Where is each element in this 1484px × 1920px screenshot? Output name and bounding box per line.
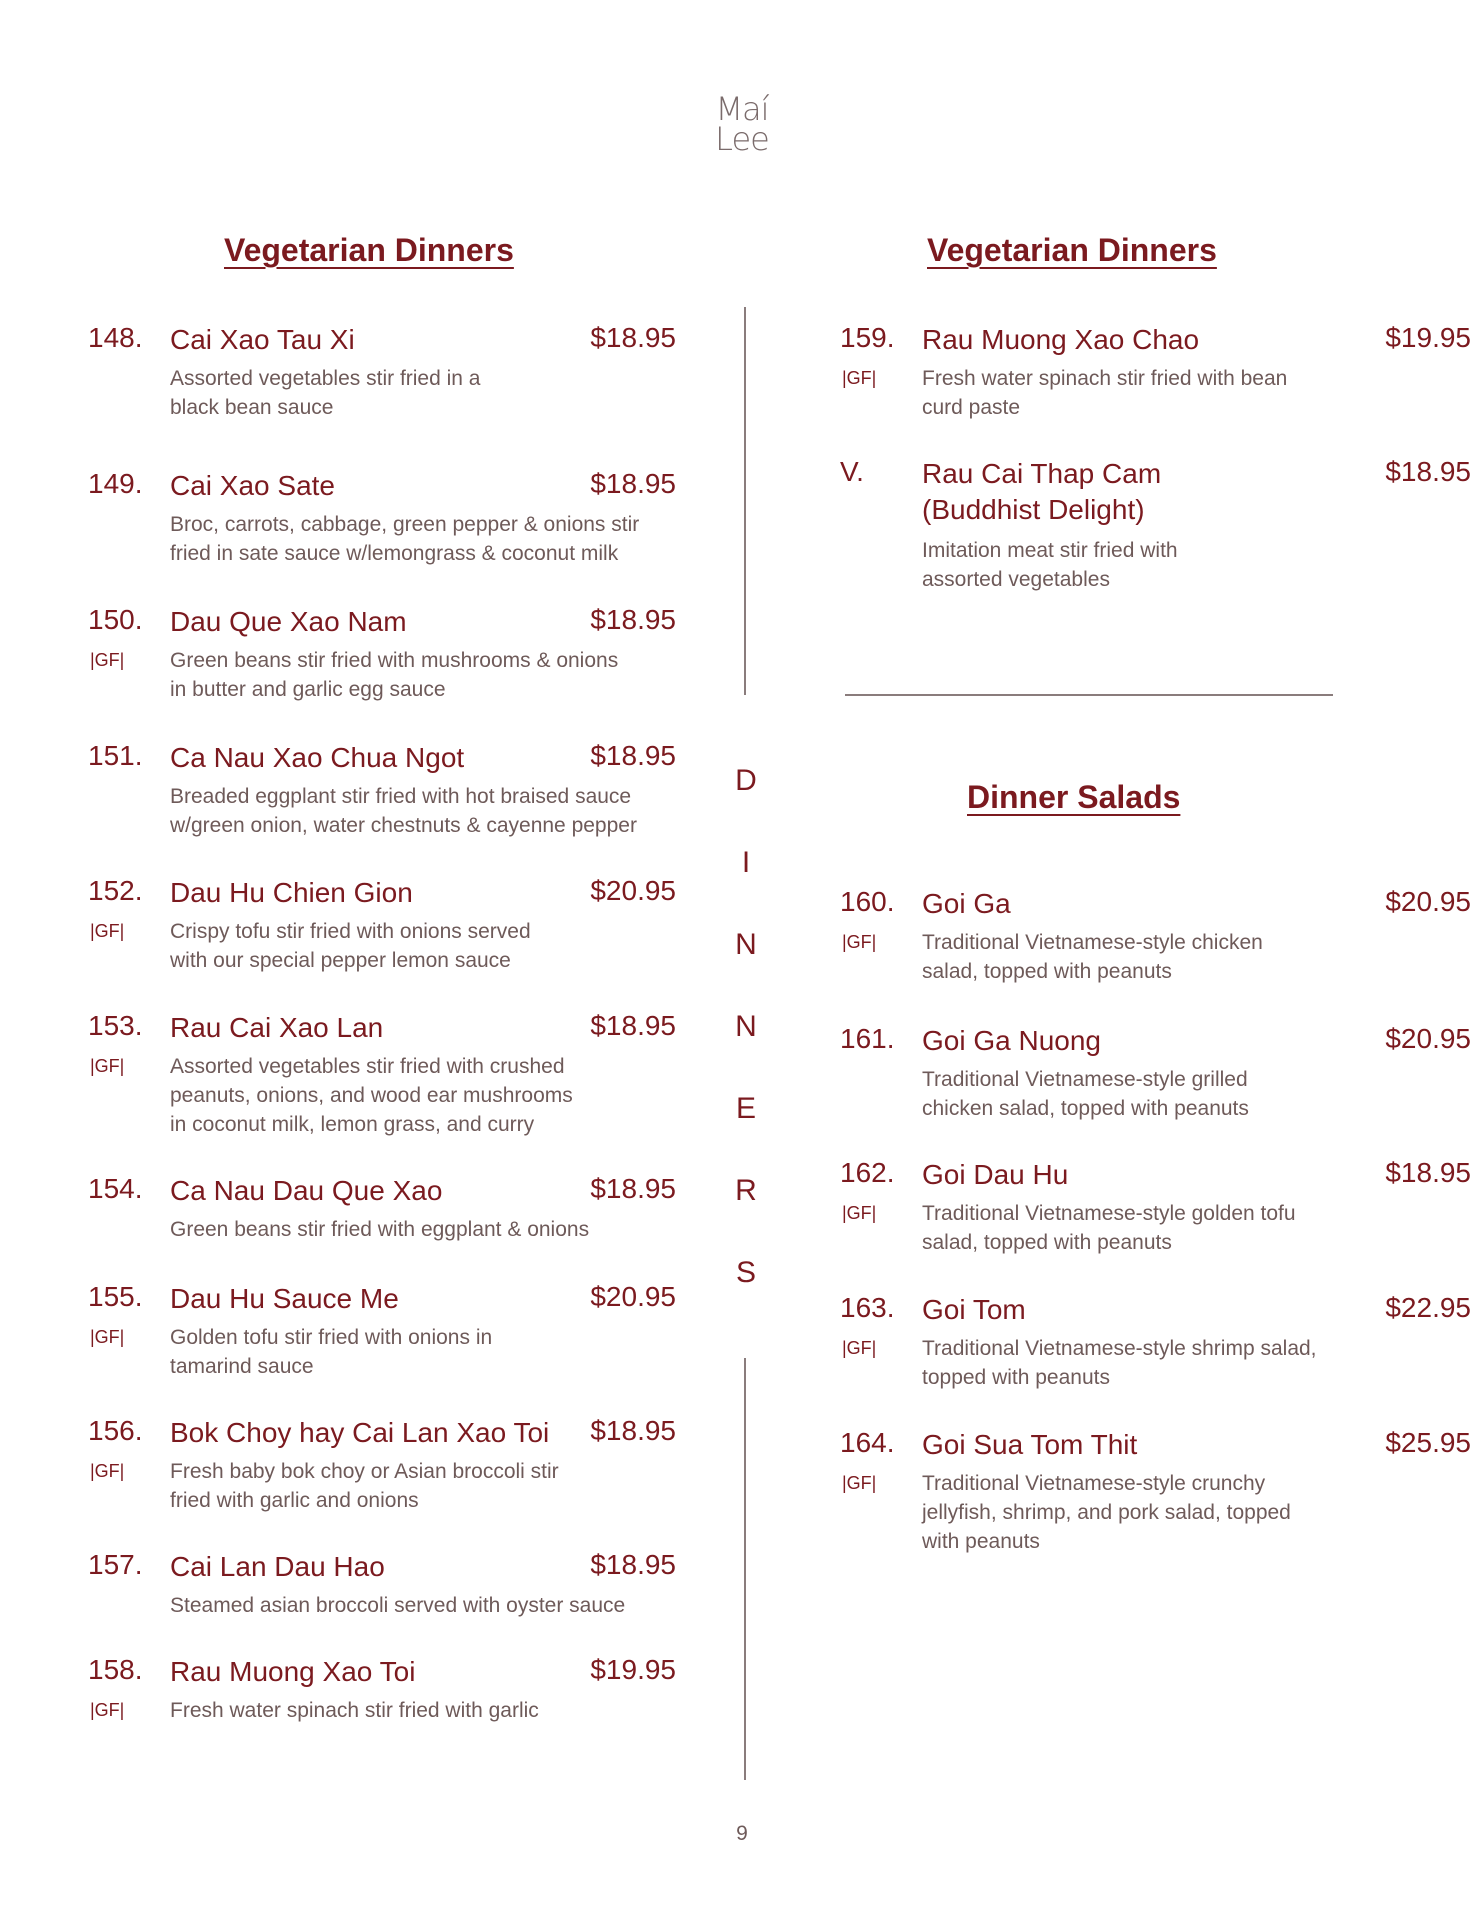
salads-section-heading: Dinner Salads: [967, 779, 1181, 815]
item-description: [170, 1696, 690, 1725]
item-description: [170, 1323, 690, 1381]
right-section-heading: Vegetarian Dinners: [927, 232, 1217, 268]
divider-bottom: [744, 1358, 746, 1780]
description-line: peanuts, onions, and wood ear mushrooms: [170, 1084, 573, 1107]
item-name: Ca Nau Dau Que Xao: [170, 1175, 443, 1206]
item-name: Ca Nau Xao Chua Ngot: [170, 742, 465, 773]
restaurant-logo: Maí Lee: [715, 90, 769, 158]
item-number: 163.: [840, 1292, 895, 1323]
item-description: [922, 364, 1402, 422]
item-number: 155.: [88, 1281, 143, 1312]
item-name: Dau Hu Sauce Me: [170, 1283, 399, 1314]
item-number: 152.: [88, 875, 143, 906]
section-divider: [845, 694, 1333, 696]
page-number: 9: [736, 1822, 748, 1845]
item-description: [922, 1199, 1402, 1257]
item-description: [170, 364, 690, 422]
gluten-free-badge: |GF|: [90, 1327, 125, 1347]
gluten-free-badge: |GF|: [842, 1338, 877, 1358]
item-number: 153.: [88, 1010, 143, 1041]
item-name: Bok Choy hay Cai Lan Xao Toi: [170, 1417, 550, 1448]
gluten-free-badge: |GF|: [90, 1461, 125, 1481]
description-line: jellyfish, shrimp, and pork salad, topped: [922, 1501, 1291, 1524]
item-number: 151.: [88, 740, 143, 771]
item-name: Cai Xao Tau Xi: [170, 324, 355, 355]
item-price: $18.95: [590, 468, 676, 499]
item-name: Dau Hu Chien Gion: [170, 877, 413, 908]
description-line: Traditional Vietnamese-style golden tofu: [922, 1202, 1296, 1225]
item-price: $18.95: [590, 322, 676, 353]
item-description: [170, 1591, 690, 1620]
description-line: with our special pepper lemon sauce: [170, 949, 511, 972]
item-name: Cai Lan Dau Hao: [170, 1551, 385, 1582]
description-line: Traditional Vietnamese-style grilled: [922, 1068, 1248, 1091]
item-name: Rau Muong Xao Toi: [170, 1656, 416, 1687]
item-name: Goi Ga: [922, 888, 1011, 919]
description-line: salad, topped with peanuts: [922, 1231, 1172, 1254]
description-line: Broc, carrots, cabbage, green pepper & onions stir: [170, 513, 640, 536]
item-description: [922, 1334, 1402, 1392]
item-name: Cai Xao Sate: [170, 470, 335, 501]
item-price: $18.95: [1385, 1157, 1471, 1188]
item-name: Goi Ga Nuong: [922, 1025, 1101, 1056]
description-line: fried in sate sauce w/lemongrass & coconut milk: [170, 542, 619, 565]
item-number: 157.: [88, 1549, 143, 1580]
description-line: assorted vegetables: [922, 568, 1110, 591]
description-line: Imitation meat stir fried with: [922, 539, 1178, 562]
item-name: Goi Dau Hu: [922, 1159, 1069, 1190]
item-price: $19.95: [590, 1654, 676, 1685]
item-price: $18.95: [590, 740, 676, 771]
item-description: [170, 782, 690, 840]
item-price: $25.95: [1385, 1427, 1471, 1458]
item-price: $20.95: [1385, 886, 1471, 917]
gluten-free-badge: |GF|: [842, 1473, 877, 1493]
item-number: 149.: [88, 468, 143, 499]
vertical-dinners-label: D I N N E R S: [735, 764, 757, 1289]
item-description: [922, 536, 1402, 594]
gluten-free-badge: |GF|: [90, 1700, 125, 1720]
description-line: chicken salad, topped with peanuts: [922, 1097, 1249, 1120]
description-line: Green beans stir fried with eggplant & onions: [170, 1218, 590, 1241]
item-name: Rau Muong Xao Chao: [922, 324, 1200, 355]
description-line: Fresh water spinach stir fried with bean: [922, 367, 1288, 390]
description-line: Fresh baby bok choy or Asian broccoli stir: [170, 1460, 559, 1483]
description-line: tamarind sauce: [170, 1355, 314, 1378]
gluten-free-badge: |GF|: [842, 1203, 877, 1223]
description-line: Breaded eggplant stir fried with hot braised sauce: [170, 785, 632, 808]
item-price: $18.95: [590, 604, 676, 635]
item-price: $18.95: [590, 1549, 676, 1580]
item-number: 150.: [88, 604, 143, 635]
item-description: [170, 510, 690, 568]
gluten-free-badge: |GF|: [842, 368, 877, 388]
description-line: Golden tofu stir fried with onions in: [170, 1326, 493, 1349]
description-line: Green beans stir fried with mushrooms & onions: [170, 649, 619, 672]
item-number: 154.: [88, 1173, 143, 1204]
description-line: Assorted vegetables stir fried with crushed: [170, 1055, 565, 1078]
item-number: 164.: [840, 1427, 895, 1458]
item-name: Goi Sua Tom Thit: [922, 1429, 1138, 1460]
item-description: [170, 1052, 690, 1139]
item-description: [170, 1457, 690, 1515]
description-line: topped with peanuts: [922, 1366, 1110, 1389]
description-line: fried with garlic and onions: [170, 1489, 419, 1512]
gluten-free-badge: |GF|: [90, 650, 125, 670]
item-description: [922, 1469, 1402, 1556]
item-number: 159.: [840, 322, 895, 353]
gluten-free-badge: |GF|: [90, 1056, 125, 1076]
item-number: V.: [840, 456, 864, 487]
description-line: Crispy tofu stir fried with onions served: [170, 920, 531, 943]
item-price: $18.95: [590, 1173, 676, 1204]
description-line: w/green onion, water chestnuts & cayenne pepper: [170, 814, 637, 837]
description-line: in coconut milk, lemon grass, and curry: [170, 1113, 535, 1136]
item-number: 160.: [840, 886, 895, 917]
item-number: 161.: [840, 1023, 895, 1054]
description-line: Traditional Vietnamese-style crunchy: [922, 1472, 1266, 1495]
item-description: [170, 1215, 690, 1244]
item-price: $18.95: [590, 1415, 676, 1446]
divider-top: [744, 307, 746, 695]
item-price: $20.95: [590, 1281, 676, 1312]
item-name-subtitle: (Buddhist Delight): [922, 494, 1145, 525]
item-name: Rau Cai Xao Lan: [170, 1012, 384, 1043]
item-price: $19.95: [1385, 322, 1471, 353]
description-line: black bean sauce: [170, 396, 334, 419]
description-line: with peanuts: [922, 1530, 1040, 1553]
item-description: [922, 928, 1402, 986]
description-line: Traditional Vietnamese-style chicken: [922, 931, 1263, 954]
gluten-free-badge: |GF|: [842, 932, 877, 952]
description-line: Assorted vegetables stir fried in a: [170, 367, 481, 390]
description-line: curd paste: [922, 396, 1021, 419]
item-price: $22.95: [1385, 1292, 1471, 1323]
item-number: 148.: [88, 322, 143, 353]
item-description: [170, 917, 690, 975]
gluten-free-badge: |GF|: [90, 921, 125, 941]
item-name: Goi Tom: [922, 1294, 1026, 1325]
description-line: Traditional Vietnamese-style shrimp salad,: [922, 1337, 1317, 1360]
item-name: Rau Cai Thap Cam: [922, 458, 1162, 489]
item-name: Dau Que Xao Nam: [170, 606, 407, 637]
description-line: salad, topped with peanuts: [922, 960, 1172, 983]
description-line: Fresh water spinach stir fried with garlic: [170, 1699, 539, 1722]
description-line: in butter and garlic egg sauce: [170, 678, 446, 701]
item-price: $18.95: [1385, 456, 1471, 487]
item-price: $20.95: [1385, 1023, 1471, 1054]
item-description: [922, 1065, 1402, 1123]
item-number: 162.: [840, 1157, 895, 1188]
item-number: 158.: [88, 1654, 143, 1685]
item-price: $18.95: [590, 1010, 676, 1041]
item-description: [170, 646, 690, 704]
item-price: $20.95: [590, 875, 676, 906]
description-line: Steamed asian broccoli served with oyster sauce: [170, 1594, 626, 1617]
left-section-heading: Vegetarian Dinners: [224, 232, 514, 268]
item-number: 156.: [88, 1415, 143, 1446]
